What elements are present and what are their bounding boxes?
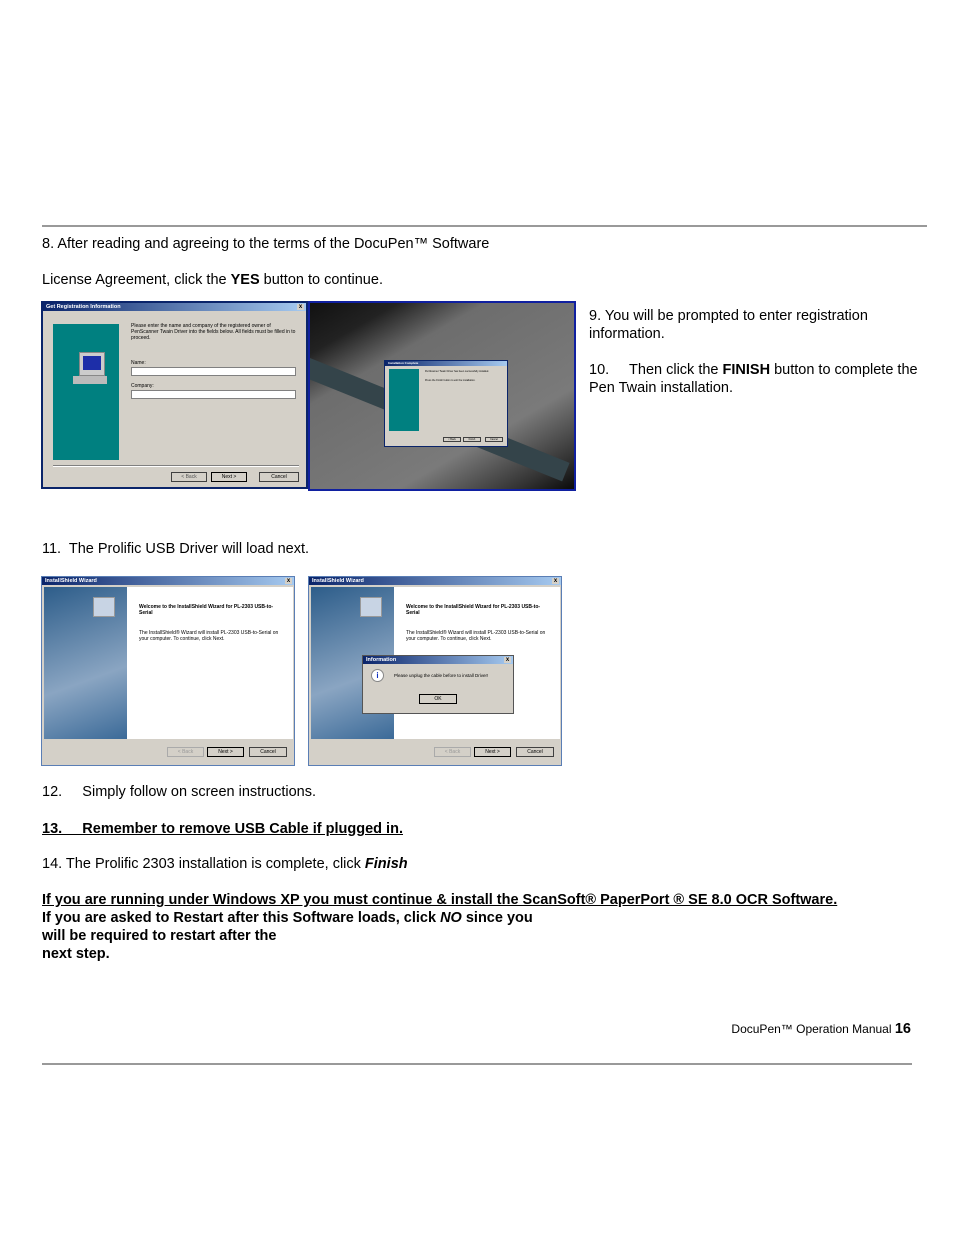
back-button: < Back — [434, 747, 471, 757]
step-12: 12. Simply follow on screen instructions. — [42, 784, 317, 800]
computer-illustration — [53, 324, 119, 460]
wizard-content — [127, 587, 293, 739]
dialog-titlebar — [42, 577, 294, 585]
step-10 — [589, 361, 922, 397]
cancel-button: Cancel — [485, 437, 503, 442]
cancel-button: Cancel — [249, 747, 287, 757]
windows-xp-note: If you are running under Windows XP you must continue & install the ScanSoft® PaperPort ® SE 8.0 OCR Software. — [42, 892, 838, 908]
installshield-wizard-info-screenshot — [308, 576, 562, 766]
restart-note-line1 — [42, 909, 533, 927]
install-complete-dialog — [384, 360, 508, 447]
information-dialog — [362, 655, 514, 714]
back-button: < Back — [443, 437, 461, 442]
step-14 — [42, 855, 408, 873]
wizard-heading: Welcome to the InstallShield Wizard for PL-2303 USB-to-Serial — [139, 604, 274, 616]
dialog-titlebar — [363, 656, 513, 664]
text: 14. The Prolific 2303 installation is complete, click — [42, 856, 365, 872]
step-8-line2 — [42, 271, 383, 289]
step-9: 9. You will be prompted to enter registration information. — [589, 308, 868, 342]
page-number: 16 — [894, 1021, 911, 1037]
dialog-title: InstallShield Wizard — [45, 578, 97, 584]
text: License Agreement, click the — [42, 272, 231, 288]
info-message: Please unplug the cable before to install Driver! — [394, 673, 489, 678]
company-label: Company: — [131, 383, 154, 389]
page-footer — [731, 1020, 911, 1038]
close-icon: x — [553, 578, 558, 584]
dialog-titlebar — [309, 577, 561, 585]
close-icon: x — [298, 304, 303, 310]
text: since you — [461, 910, 533, 926]
computer-base-icon — [73, 376, 107, 384]
registration-dialog-screenshot — [41, 301, 308, 489]
finish-button: Finish — [463, 437, 481, 442]
step-8-line1: 8. After reading and agreeing to the terms of the DocuPen™ Software — [42, 236, 490, 252]
restart-note-line3: next step. — [42, 946, 110, 962]
step-13: 13. Remember to remove USB Cable if plugged in. — [42, 821, 403, 837]
no-emphasis: NO — [440, 910, 462, 926]
back-button: < Back — [167, 747, 204, 757]
dialog-title: Installation Complete — [388, 361, 419, 365]
bottom-divider — [42, 1063, 912, 1065]
dialog-titlebar — [43, 303, 306, 311]
text: 10. Then click the — [589, 362, 723, 378]
finish-emphasis: Finish — [364, 856, 408, 872]
close-icon: x — [505, 657, 510, 663]
step-11: 11. The Prolific USB Driver will load next. — [42, 541, 310, 557]
ok-button: OK — [419, 694, 457, 704]
footer-label: DocuPen™ Operation Manual — [731, 1022, 895, 1036]
close-icon: x — [286, 578, 291, 584]
wizard-body: The InstallShield® Wizard will install PL-2303 USB-to-Serial on your computer. To continue, click Next. — [139, 630, 279, 642]
dialog-text: Press the Finish button to exit the installation. — [425, 379, 476, 382]
wizard-body: The InstallShield® Wizard will install PL-2303 USB-to-Serial on your computer. To continue, click Next. — [406, 630, 546, 642]
next-button: Next > — [211, 472, 247, 482]
name-field — [131, 367, 296, 376]
wizard-heading: Welcome to the InstallShield Wizard for PL-2303 USB-to-Serial — [406, 604, 541, 616]
installshield-icon — [360, 597, 382, 617]
cancel-button: Cancel — [516, 747, 554, 757]
dialog-text: PenScanner Twain Driver has been successfully installed. — [425, 370, 490, 373]
text: If you are asked to Restart after this Software loads, click — [42, 910, 441, 926]
dialog-title: Get Registration Information — [46, 304, 121, 310]
monitor-icon — [79, 352, 105, 376]
next-button: Next > — [474, 747, 511, 757]
separator — [53, 465, 299, 467]
yes-emphasis: YES — [230, 272, 260, 288]
installshield-wizard-screenshot — [41, 576, 295, 766]
cancel-button: Cancel — [259, 472, 299, 482]
pen-install-complete-screenshot — [308, 301, 576, 491]
computer-illustration — [389, 369, 419, 431]
next-button: Next > — [207, 747, 244, 757]
text: button to continue. — [259, 272, 383, 288]
top-divider — [42, 225, 927, 227]
back-button: < Back — [171, 472, 207, 482]
info-icon: i — [371, 669, 384, 682]
restart-note-line2: will be required to restart after the — [42, 928, 277, 944]
finish-emphasis: FINISH — [722, 362, 771, 378]
dialog-titlebar — [385, 361, 507, 366]
dialog-title: InstallShield Wizard — [312, 578, 364, 584]
name-label: Name: — [131, 360, 146, 366]
dialog-title: Information — [366, 657, 397, 663]
company-field — [131, 390, 296, 399]
dialog-text: Please enter the name and company of the registered owner of PenScanner Twain Driver into the fields below. All fields must be filled in to proceed. — [131, 323, 296, 341]
installshield-icon — [93, 597, 115, 617]
text: button to complete the Pen Twain installation. — [589, 362, 922, 396]
